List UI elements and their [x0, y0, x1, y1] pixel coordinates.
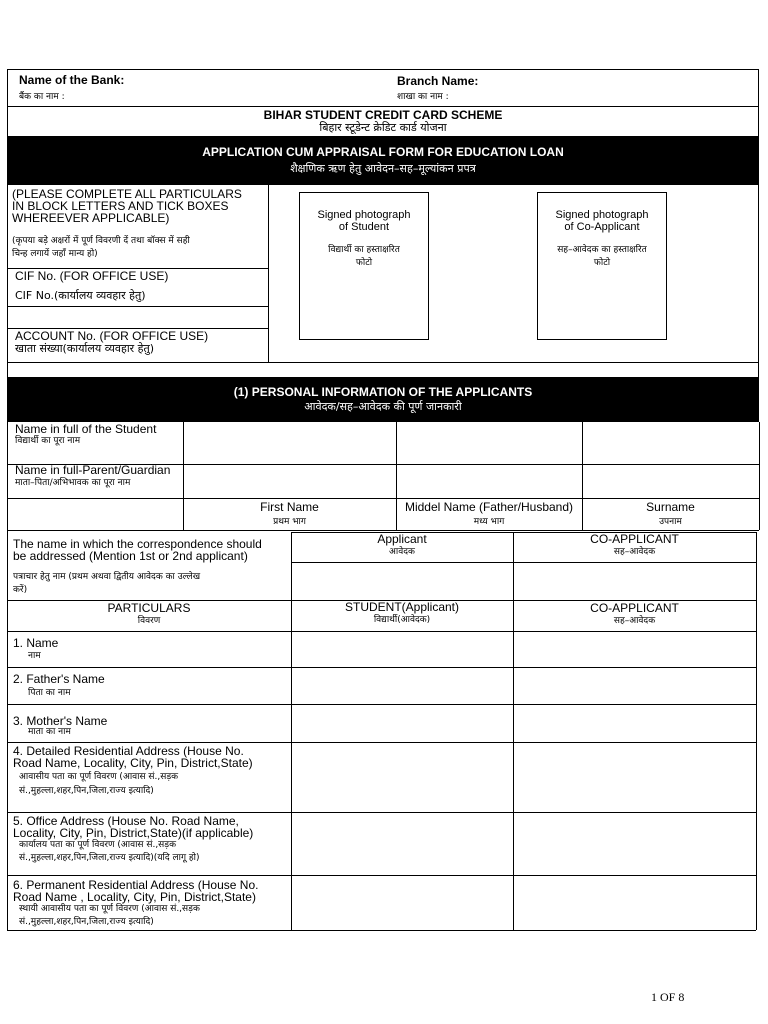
student-permanent-address-field[interactable] — [292, 876, 512, 929]
coapplicant-photo-label1: Signed photograph — [555, 209, 649, 221]
parent-name-label: Name in full-Parent/Guardian — [15, 463, 171, 477]
coapplicant-name-field[interactable] — [514, 632, 755, 666]
correspondence-applicant-checkbox[interactable] — [292, 563, 512, 599]
row-name-label-hi: नाम — [28, 651, 41, 661]
row-office-label-hi2: सं.,मुहल्ला,शहर,पिन,जिला,राज्य इत्यादि)(यदि लागू हो) — [19, 853, 200, 863]
row-permanent-label-hi2: सं.,मुहल्ला,शहर,पिन,जिला,राज्य इत्यादि) — [19, 917, 154, 927]
correspondence-coapplicant-checkbox[interactable] — [514, 563, 755, 599]
student-father-field[interactable] — [292, 668, 512, 703]
cif-label: CIF No. (FOR OFFICE USE) — [15, 269, 169, 283]
coapplicant-photo-label-hi2: फोटो — [593, 258, 611, 268]
coapplicant-header-hi: सह–आवेदक — [613, 616, 656, 626]
row-office-label2: Locality, City, Pin, District,State)(if applicable) — [13, 826, 254, 840]
surname-header: Surname — [646, 500, 695, 514]
student-photo-label2: of Student — [338, 221, 390, 233]
instructions-hi-line1: (कृपया बड़े अक्षरों में पूर्ण विवरणी दें तथा बॉक्स में सही — [12, 236, 190, 246]
coapplicant-permanent-address-field[interactable] — [514, 876, 755, 929]
row-permanent-label1: 6. Permanent Residential Address (House No. — [13, 878, 259, 892]
row-residential-label1: 4. Detailed Residential Address (House No. — [13, 744, 244, 758]
row-mother-label: 3. Mother's Name — [13, 714, 108, 728]
row-office-label1: 5. Office Address (House No. Road Name, — [13, 814, 239, 828]
cif-field[interactable] — [8, 307, 267, 327]
instructions-line3: WHEREEVER APPLICABLE) — [12, 211, 170, 225]
coapplicant-photo-label-hi1: सह–आवेदक का हस्ताक्षरित — [557, 245, 647, 255]
correspondence-coapplicant-header-hi: सह–आवेदक — [613, 547, 656, 557]
correspondence-hi-line2: करें) — [13, 585, 28, 595]
student-surname-field[interactable] — [583, 423, 758, 463]
row-father-label: 2. Father's Name — [13, 672, 105, 686]
student-name-label-hi: विद्यार्थी का पूरा नाम — [15, 436, 81, 446]
scheme-title: BIHAR STUDENT CREDIT CARD SCHEME — [263, 108, 503, 122]
branch-name-label-hi: शाखा का नाम : — [397, 92, 449, 102]
branch-name-field[interactable] — [500, 72, 750, 104]
bank-name-label: Name of the Bank: — [19, 73, 125, 87]
coapplicant-office-address-field[interactable] — [514, 813, 755, 874]
parent-surname-field[interactable] — [583, 465, 758, 497]
coapplicant-header: CO-APPLICANT — [590, 601, 679, 615]
student-middle-name-field[interactable] — [397, 423, 581, 463]
row-permanent-label-hi1: स्थायी आवासीय पता का पूर्ण विवरण (आवास सं.,सड़क — [19, 904, 200, 914]
correspondence-coapplicant-header: CO-APPLICANT — [590, 532, 679, 546]
row-father-label-hi: पिता का नाम — [28, 688, 71, 698]
instructions-line1: (PLEASE COMPLETE ALL PARTICULARS — [12, 187, 242, 201]
student-photo-label1: Signed photograph — [317, 209, 411, 221]
correspondence-applicant-header: Applicant — [377, 532, 427, 546]
page-number: 1 OF 8 — [651, 990, 685, 1004]
bank-name-field[interactable] — [140, 72, 380, 104]
particulars-header-hi: विवरण — [137, 616, 161, 626]
first-name-header: First Name — [260, 500, 319, 514]
particulars-header: PARTICULARS — [107, 601, 191, 615]
correspondence-line1: The name in which the correspondence should — [13, 537, 262, 551]
parent-middle-name-field[interactable] — [397, 465, 581, 497]
middle-name-header-hi: मध्य भाग — [473, 517, 505, 527]
parent-first-name-field[interactable] — [184, 465, 395, 497]
coapplicant-mother-field[interactable] — [514, 705, 755, 741]
student-applicant-header-hi: विद्यार्थी(आवेदक) — [373, 615, 431, 625]
row-mother-label-hi: माता का नाम — [28, 727, 71, 737]
correspondence-hi-line1: पत्राचार हेतु नाम (प्रथम अथवा द्वितीय आवेदक का उल्लेख — [13, 572, 201, 582]
student-name-field[interactable] — [292, 632, 512, 666]
row-residential-label2: Road Name, Locality, City, Pin, District,State) — [13, 756, 253, 770]
section1-title: (1) PERSONAL INFORMATION OF THE APPLICANTS — [233, 385, 533, 399]
coapplicant-residential-address-field[interactable] — [514, 743, 755, 811]
surname-header-hi: उपनाम — [659, 517, 682, 527]
account-label: ACCOUNT No. (FOR OFFICE USE) — [15, 329, 209, 343]
coapplicant-photo-label2: of Co-Applicant — [564, 221, 640, 233]
student-office-address-field[interactable] — [292, 813, 512, 874]
account-label-hi: खाता संख्या(कार्यालय व्यवहार हेतु) — [15, 342, 155, 355]
row-office-label-hi1: कार्यालय पता का पूर्ण विवरण (आवास सं.,सड़क — [19, 840, 176, 850]
first-name-header-hi: प्रथम भाग — [273, 517, 306, 527]
row-residential-label-hi2: सं.,मुहल्ला,शहर,पिन,जिला,राज्य इत्यादि) — [19, 786, 154, 796]
parent-name-label-hi: माता–पिता/अभिभावक का पूरा नाम — [15, 478, 131, 488]
form-title-hi: शैक्षणिक ऋण हेतु आवेदन–सह–मूल्यांकन प्रपत्र — [290, 162, 476, 175]
form-title-banner — [7, 136, 759, 185]
student-residential-address-field[interactable] — [292, 743, 512, 811]
correspondence-applicant-header-hi: आवेदक — [389, 547, 415, 557]
student-photo-label-hi1: विद्यार्थी का हस्ताक्षरित — [328, 245, 400, 255]
row-name-label: 1. Name — [13, 636, 59, 650]
student-photo-label-hi2: फोटो — [355, 258, 373, 268]
bank-name-label-hi: बैंक का नाम : — [19, 92, 65, 102]
row-permanent-label2: Road Name , Locality, City, Pin, District,State) — [13, 890, 256, 904]
instructions-line2: IN BLOCK LETTERS AND TICK BOXES — [12, 199, 229, 213]
student-first-name-field[interactable] — [184, 423, 395, 463]
instructions-hi-line2: चिन्ह लगायें जहाँ मान्य हो) — [12, 249, 98, 259]
student-applicant-header: STUDENT(Applicant) — [344, 600, 460, 614]
section1-title-hi: आवेदक/सह–आवेदक की पूर्ण जानकारी — [304, 400, 462, 413]
student-name-label: Name in full of the Student — [15, 422, 157, 436]
student-mother-field[interactable] — [292, 705, 512, 741]
scheme-title-hi: बिहार स्टूडेन्ट क्रेडिट कार्ड योजना — [319, 121, 447, 134]
middle-name-header: Middel Name (Father/Husband) — [404, 500, 574, 514]
cif-label-hi: CIF No.(कार्यालय व्यवहार हेतु) — [15, 289, 146, 302]
correspondence-line2: be addressed (Mention 1st or 2nd applicant) — [13, 549, 248, 563]
form-title: APPLICATION CUM APPRAISAL FORM FOR EDUCATION LOAN — [202, 145, 564, 159]
coapplicant-father-field[interactable] — [514, 668, 755, 703]
branch-name-label: Branch Name: — [397, 74, 479, 88]
row-residential-label-hi1: आवासीय पता का पूर्ण विवरण (आवास सं.,सड़क — [19, 772, 179, 782]
